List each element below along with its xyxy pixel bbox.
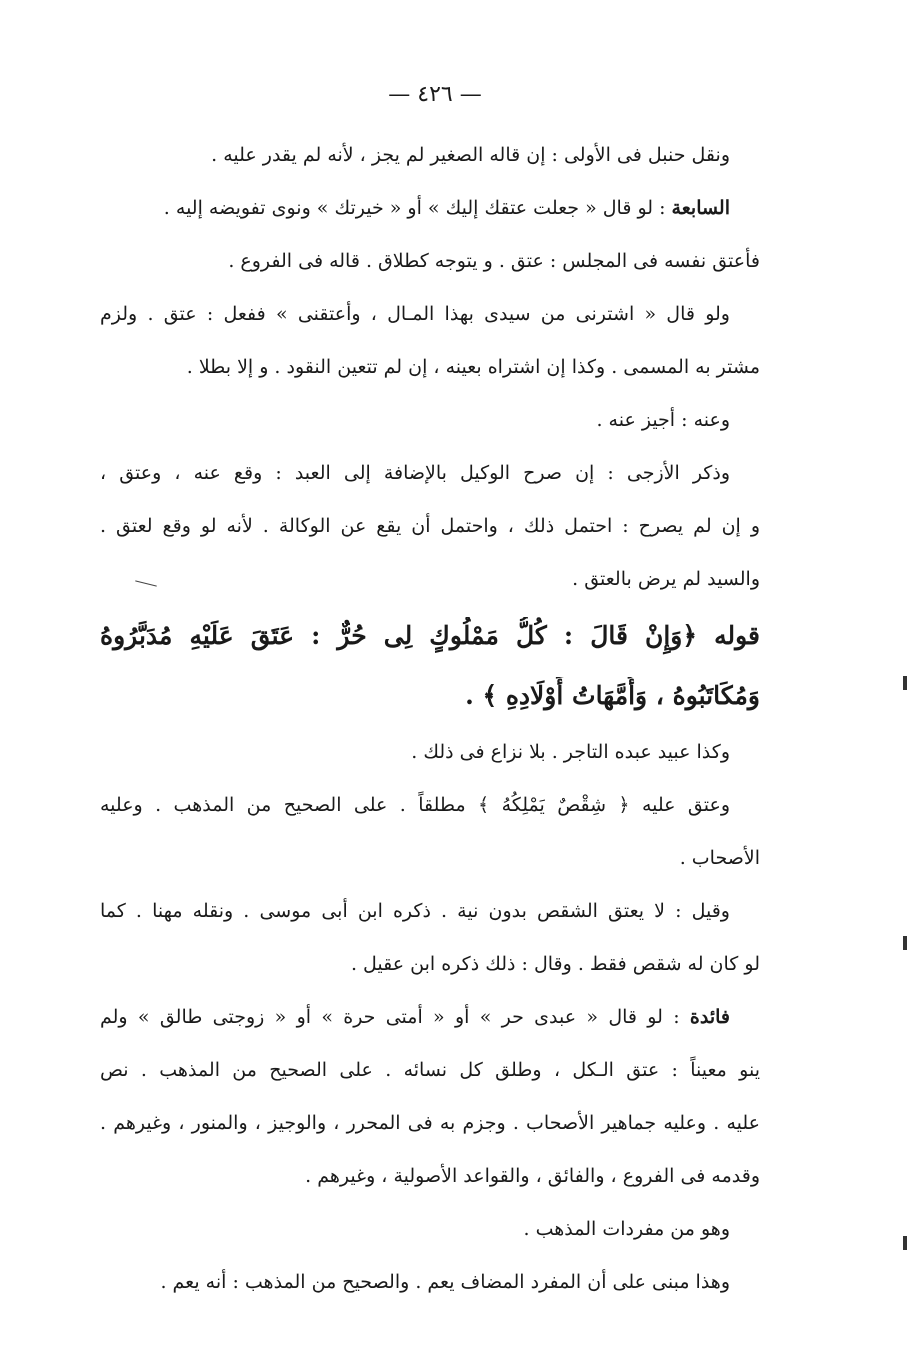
heading-line: قوله ﴿وَإِنْ قَالَ : كُلُّ مَمْلُوكٍ لِى حُرٌّ : عَتَقَ عَلَيْهِ مُدَبَّرُوهُ bbox=[100, 621, 760, 650]
text-line: فائدة : لو قال « عبدى حر » أو « أمتى حرة » أو « زوجتى طالق » ولم bbox=[100, 1006, 731, 1028]
text-line: وذكر الأزجى : إن صرح الوكيل بالإضافة إلى العبد : وقع عنه ، وعتق ، bbox=[100, 462, 730, 484]
text-line: ونقل حنبل فى الأولى : إن قاله الصغير لم يجز ، لأنه لم يقدر عليه . bbox=[211, 144, 730, 166]
margin-mark bbox=[903, 936, 907, 950]
heading-line: وَمُكَاتَبُوهُ ، وَأُمَّهَاتُ أَوْلَادِهِ ﴾ . bbox=[465, 681, 760, 710]
text-line: وكذا عبيد عبده التاجر . بلا نزاع فى ذلك . bbox=[411, 741, 730, 763]
page-number: — ٤٢٦ — bbox=[388, 82, 482, 107]
margin-mark bbox=[903, 1236, 907, 1250]
body-text bbox=[100, 140, 760, 1320]
text-line: مشتر به المسمى . وكذا إن اشتراه بعينه ، إن لم تتعين النقود . و إلا بطلا . bbox=[186, 356, 760, 378]
quoted-heading bbox=[100, 617, 760, 715]
text-line: فأعتق نفسه فى المجلس : عتق . و يتوجه كطلاق . قاله فى الفروع . bbox=[228, 250, 760, 272]
margin-mark bbox=[903, 676, 907, 690]
text-line: وقدمه فى الفروع ، والفائق ، والقواعد الأصولية ، وغيرهم . bbox=[305, 1165, 760, 1187]
text-line: السابعة : لو قال « جعلت عتقك إليك » أو « خيرتك » ونوى تفويضه إليه . bbox=[163, 197, 730, 219]
text-line: ينو معيناً : عتق الـكل ، وطلق كل نسائه . على الصحيح من المذهب . نص bbox=[100, 1059, 760, 1081]
text-line: وهذا مبنى على أن المفرد المضاف يعم . والصحيح من المذهب : أنه يعم . bbox=[160, 1271, 730, 1293]
text-line: ولو قال « اشترنى من سيدى بهذا المـال ، وأعتقنى » ففعل : عتق . ولزم bbox=[100, 303, 730, 325]
section-label: السابعة bbox=[671, 197, 730, 219]
note-label: فائدة bbox=[689, 1006, 731, 1028]
text-line: والسيد لم يرض بالعتق . bbox=[572, 568, 760, 590]
text-line: الأصحاب . bbox=[679, 847, 760, 869]
text-line: عليه . وعليه جماهير الأصحاب . وجزم به فى المحرر ، والوجيز ، والمنور ، وغيرهم . bbox=[100, 1112, 760, 1134]
text-line: لو كان له شقص فقط . وقال : ذلك ذكره ابن عقيل . bbox=[350, 953, 760, 975]
text-line: وهو من مفردات المذهب . bbox=[523, 1218, 730, 1240]
text-line: وعنه : أجيز عنه . bbox=[596, 409, 730, 431]
text-line: و إن لم يصرح : احتمل ذلك ، واحتمل أن يقع عن الوكالة . لأنه لو وقع لعتق . bbox=[100, 515, 760, 537]
text-line: وعتق عليه ﴿ شِقْصٌ يَمْلِكُهُ ﴾ مطلقاً . على الصحيح من المذهب . وعليه bbox=[100, 794, 730, 816]
text-line: وقيل : لا يعتق الشقص بدون نية . ذكره ابن أبى موسى . ونقله مهنا . كما bbox=[100, 900, 730, 922]
